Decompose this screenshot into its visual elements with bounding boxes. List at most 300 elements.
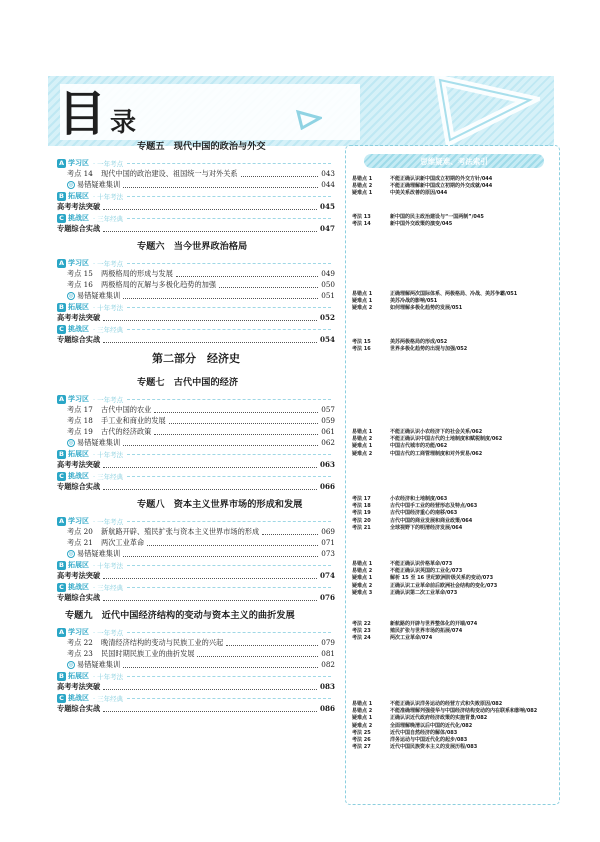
toc-point-row[interactable] <box>57 268 335 279</box>
toc-entry-text: 两次工业革命 <box>101 537 145 547</box>
zone-badge-icon: B <box>57 672 66 681</box>
zone-badge-icon: C <box>57 214 66 223</box>
toc-summary-row[interactable] <box>57 703 335 714</box>
page-number: 044 <box>321 180 335 189</box>
leader-dots <box>197 651 318 657</box>
spacer <box>57 254 335 257</box>
index-entry[interactable] <box>352 590 557 597</box>
zone-subtitle: · 一年考点 <box>93 628 124 637</box>
leader-dots <box>154 407 318 413</box>
toc-point-row[interactable] <box>57 426 335 437</box>
page-number: 062 <box>321 438 335 447</box>
zone-divider <box>127 307 331 308</box>
index-entry[interactable] <box>352 715 557 722</box>
toc-entry-text: 手工业和商业的发展 <box>101 415 166 425</box>
page-number: 069 <box>321 527 335 536</box>
toc-entry-text: 高考考法突破 <box>57 681 101 691</box>
toc-entry-text: 晚清经济结构的变动与民族工业的兴起 <box>101 637 224 647</box>
index-entry[interactable] <box>352 525 557 532</box>
index-entry-text: 正确认识工业革命前后欧洲社会结构的变化/073 <box>390 582 498 589</box>
leader-dots <box>103 595 317 601</box>
index-entry-text: 两次工业革命/074 <box>390 635 433 642</box>
zone-divider <box>127 521 331 522</box>
toc-point-row[interactable] <box>57 279 335 290</box>
page-number: 057 <box>321 405 335 414</box>
index-entry-text: 新航路的开辟与世界整体化的开端/074 <box>390 621 478 627</box>
review-icon: ◎ <box>68 181 74 188</box>
zone-badge-icon: A <box>58 159 65 167</box>
index-entry-label: 易错点 2 <box>352 183 373 190</box>
index-entry-text: 全球视野下的明清经济发展/064 <box>390 524 463 531</box>
topic-title: 专题六 当今世界政治格局 <box>137 241 248 252</box>
toc-point-label: 考点 15 <box>67 268 93 278</box>
toc-entry-text: 易错疑难集训 <box>77 290 121 300</box>
zone-name: 挑战区 <box>68 325 89 333</box>
toc-left-column <box>57 140 335 714</box>
index-entry-label: 疑难点 2 <box>352 450 373 457</box>
zone-challenge-header <box>57 693 335 703</box>
toc-methods-row[interactable] <box>57 312 335 323</box>
toc-entry-text: 古代的经济政策 <box>101 426 152 436</box>
toc-entry-text: 专题综合实战 <box>57 592 101 602</box>
index-entry-label: 疑难点 1 <box>352 190 373 197</box>
leader-dots <box>226 640 318 646</box>
leader-dots <box>169 418 319 424</box>
zone-divider <box>127 676 331 677</box>
index-block <box>352 214 557 228</box>
page-number: 073 <box>321 549 335 558</box>
index-entry-label: 考法 14 <box>352 221 371 228</box>
index-entry[interactable] <box>352 744 557 751</box>
zone-divider <box>127 632 331 633</box>
index-entry-text: 古代中国经济重心的南移/063 <box>390 510 458 517</box>
index-entry-label: 考法 27 <box>352 744 371 751</box>
zone-name: 学习区 <box>68 628 89 636</box>
zone-expand-header <box>57 302 335 312</box>
index-entry[interactable] <box>352 214 557 221</box>
zone-badge-icon: C <box>57 583 66 592</box>
zone-name: 学习区 <box>68 259 89 267</box>
page-number: 054 <box>319 335 335 344</box>
toc-review-row[interactable] <box>57 179 335 190</box>
index-entry-label: 考法 26 <box>352 737 371 744</box>
toc-point-row[interactable] <box>57 537 335 548</box>
zone-subtitle: · 一年考点 <box>93 517 124 526</box>
toc-entry-text: 高考考法突破 <box>57 312 101 322</box>
page-number: 049 <box>321 269 335 278</box>
index-entry-label: 考法 23 <box>352 628 371 635</box>
topic-title: 专题七 古代中国的经济 <box>137 377 239 388</box>
toc-entry-text: 易错疑难集训 <box>77 548 121 558</box>
leader-dots <box>103 226 317 232</box>
zone-challenge-header <box>57 213 335 223</box>
review-icon: ◎ <box>68 550 74 557</box>
index-entry-label: 考法 13 <box>352 214 371 220</box>
index-entry-label: 考法 24 <box>352 635 371 642</box>
toc-point-row[interactable] <box>57 415 335 426</box>
zone-badge-icon: A <box>58 395 65 403</box>
review-icon: ◎ <box>68 292 74 299</box>
zone-subtitle: · 一年考点 <box>93 259 124 268</box>
index-entry-text: 不能准确理解列强侵华与中国经济结构变动的内在联系和影响/082 <box>390 708 538 715</box>
toc-entry-text: 易错疑难集训 <box>77 437 121 447</box>
index-entry-label: 疑难点 1 <box>352 298 373 305</box>
zone-learn-header <box>57 394 335 404</box>
zone-name: 挑战区 <box>68 472 89 480</box>
toc-point-label: 考点 18 <box>67 415 93 425</box>
toc-entry-text: 专题综合实战 <box>57 334 101 344</box>
spacer <box>57 390 335 393</box>
index-block <box>352 176 557 198</box>
zone-divider <box>127 329 331 330</box>
index-entry-text: 中国古代的工商管理制度和对外贸易/062 <box>390 450 483 457</box>
zone-name: 拓展区 <box>68 303 89 311</box>
index-entry-text: 正确认识第二次工业革命/073 <box>390 589 458 596</box>
part-title: 第二部分 经济史 <box>152 352 240 365</box>
zone-expand-header <box>57 191 335 201</box>
index-entry-text: 不能正确认识价格革命/073 <box>390 561 453 567</box>
leader-dots <box>123 293 318 299</box>
index-entry-text: 殖民扩张与世界市场的拓展/074 <box>390 628 463 635</box>
index-entry-text: 古代中国的商业发展和商业政策/064 <box>390 517 473 524</box>
index-entry-label: 疑难点 1 <box>352 715 373 722</box>
zone-subtitle: · 十年考法 <box>93 303 124 312</box>
index-entry-text: 近代中国民族资本主义的发展历程/083 <box>390 744 478 751</box>
leader-dots <box>154 429 318 435</box>
toc-point-row[interactable] <box>57 637 335 648</box>
zone-name: 挑战区 <box>68 694 89 702</box>
leader-dots <box>123 182 318 188</box>
zone-name: 学习区 <box>68 159 89 167</box>
leader-dots <box>262 529 318 535</box>
zone-subtitle: · 十年考法 <box>93 672 124 681</box>
index-entry-text: 不能正确理解新中国成立初期的外交成就/044 <box>390 183 493 190</box>
zone-expand-header <box>57 560 335 570</box>
zone-name: 拓展区 <box>68 672 89 680</box>
leader-dots <box>241 171 319 177</box>
page-number: 076 <box>319 593 335 602</box>
zone-learn-header <box>57 516 335 526</box>
zone-expand-header <box>57 449 335 459</box>
page-number: 045 <box>319 202 335 211</box>
zone-badge-icon: C <box>57 472 66 481</box>
page-number: 066 <box>319 482 335 491</box>
zone-divider <box>127 218 331 219</box>
title-second-char: 录 <box>110 108 137 138</box>
index-entry-text: 不能正确认识中国古代的土地制度和赋税制度/062 <box>390 436 503 443</box>
index-entry-label: 疑难点 2 <box>352 582 373 589</box>
index-block <box>352 291 557 313</box>
toc-summary-row[interactable] <box>57 223 335 234</box>
index-entry-text: 中国古代城市的功能/062 <box>390 443 448 450</box>
leader-dots <box>103 573 317 579</box>
topic-title: 专题八 资本主义世界市场的形成和发展 <box>137 499 303 510</box>
page-title <box>58 80 136 140</box>
page-number: 047 <box>319 224 335 233</box>
zone-subtitle: · 三年经典 <box>93 472 124 481</box>
toc-point-row[interactable] <box>57 168 335 179</box>
toc-entry-text: 两极格局的瓦解与多极化趋势的加强 <box>101 279 217 289</box>
leader-dots <box>147 540 318 546</box>
index-entry-text: 美苏两极格局的形成/052 <box>390 339 448 345</box>
toc-entry-text: 易错疑难集训 <box>77 659 121 669</box>
index-entry-label: 易错点 1 <box>352 429 373 435</box>
index-panel-header <box>364 154 544 168</box>
index-entry-label: 考法 22 <box>352 621 371 627</box>
zone-badge-icon: B <box>57 561 66 570</box>
toc-entry-text: 现代中国的政治建设、祖国统一与对外关系 <box>101 168 238 178</box>
index-entry-label: 易错点 1 <box>352 701 373 707</box>
index-panel-title: 思维疑难、考法索引 <box>420 156 488 166</box>
index-entry[interactable] <box>352 190 557 197</box>
index-entry[interactable] <box>352 346 557 353</box>
index-entry-label: 易错点 2 <box>352 708 373 715</box>
page-number: 079 <box>321 638 335 647</box>
zone-divider <box>127 565 331 566</box>
spacer <box>57 512 335 515</box>
index-entry[interactable] <box>352 730 557 737</box>
index-entry-text: 古代中国手工业的经营形态及特点/063 <box>390 503 478 510</box>
zone-badge-icon: B <box>57 192 66 201</box>
index-entry[interactable] <box>352 183 557 190</box>
spacer <box>57 154 335 157</box>
leader-dots <box>123 662 318 668</box>
index-entry[interactable] <box>352 305 557 312</box>
leader-dots <box>103 204 317 210</box>
index-entry-text: 中美关系改善的原因/044 <box>390 190 448 197</box>
triangle-decoration-icon <box>430 70 540 150</box>
page-number: 081 <box>321 649 335 658</box>
zone-learn-header <box>57 258 335 268</box>
toc-methods-row[interactable] <box>57 570 335 581</box>
leader-dots <box>103 484 317 490</box>
toc-summary-row[interactable] <box>57 334 335 345</box>
index-entry[interactable] <box>352 583 557 590</box>
index-entry[interactable] <box>352 510 557 517</box>
zone-divider <box>127 263 331 264</box>
toc-review-row[interactable] <box>57 437 335 448</box>
toc-summary-row[interactable] <box>57 481 335 492</box>
toc-entry-text: 专题综合实战 <box>57 223 101 233</box>
toc-point-label: 考点 16 <box>67 279 93 289</box>
zone-badge-icon: A <box>58 628 65 636</box>
index-entry-label: 考法 15 <box>352 339 371 345</box>
leader-dots <box>103 315 317 321</box>
zone-divider <box>127 399 331 400</box>
page-number: 051 <box>321 291 335 300</box>
zone-name: 拓展区 <box>68 561 89 569</box>
index-block <box>352 561 557 597</box>
index-entry-label: 疑难点 1 <box>352 575 373 582</box>
index-entry[interactable] <box>352 575 557 582</box>
toc-entry-text: 专题综合实战 <box>57 481 101 491</box>
leader-dots <box>103 462 317 468</box>
leader-dots <box>103 337 317 343</box>
toc-entry-text: 两极格局的形成与发展 <box>101 268 173 278</box>
index-block <box>352 496 557 532</box>
index-entry-text: 正确理解两次国际体系、两极格局、冷战、美苏争霸/051 <box>390 291 518 297</box>
index-entry[interactable] <box>352 723 557 730</box>
toc-entry-text: 高考考法突破 <box>57 459 101 469</box>
zone-name: 拓展区 <box>68 192 89 200</box>
toc-review-row[interactable] <box>57 548 335 559</box>
index-entry-label: 疑难点 3 <box>352 589 373 596</box>
index-block <box>352 701 557 751</box>
index-entry-label: 考法 25 <box>352 729 371 736</box>
zone-badge-icon: A <box>58 517 65 525</box>
index-entry-text: 解析 15 至 16 世纪欧洲阶级关系的变动/073 <box>390 575 494 582</box>
page-number: 043 <box>321 169 335 178</box>
toc-point-row[interactable] <box>57 526 335 537</box>
index-entry-label: 考法 20 <box>352 517 371 524</box>
small-triangle-icon <box>296 108 322 130</box>
zone-learn-header <box>57 627 335 637</box>
review-icon: ◎ <box>68 439 74 446</box>
toc-summary-row[interactable] <box>57 592 335 603</box>
zone-name: 挑战区 <box>68 214 89 222</box>
zone-subtitle: · 三年经典 <box>93 325 124 334</box>
toc-point-label: 考点 19 <box>67 426 93 436</box>
index-entry-label: 疑难点 2 <box>352 722 373 729</box>
index-entry-label: 考法 19 <box>352 510 371 517</box>
zone-challenge-header <box>57 471 335 481</box>
review-icon: ◎ <box>68 661 74 668</box>
leader-dots <box>123 440 318 446</box>
toc-entry-text: 新航路开辟、殖民扩张与资本主义世界市场的形成 <box>101 526 260 536</box>
zone-subtitle: · 十年考法 <box>93 450 124 459</box>
index-entry-label: 考法 18 <box>352 503 371 510</box>
toc-point-label: 考点 14 <box>67 168 93 178</box>
zone-divider <box>127 476 331 477</box>
index-entry-text: 不能正确认识新中国成立初期的外交方针/044 <box>390 176 493 182</box>
zone-name: 学习区 <box>68 395 89 403</box>
page-number: 061 <box>321 427 335 436</box>
index-entry-text: 洋务运动与中国近代化的起步/083 <box>390 737 468 744</box>
toc-entry-text: 古代中国的农业 <box>101 404 152 414</box>
zone-divider <box>127 698 331 699</box>
zone-name: 挑战区 <box>68 583 89 591</box>
zone-subtitle: · 三年经典 <box>93 214 124 223</box>
index-entry-text: 不能正确认识洋务运动的经营方式和失败原因/082 <box>390 701 503 707</box>
toc-entry-text: 专题综合实战 <box>57 703 101 713</box>
index-entry[interactable] <box>352 518 557 525</box>
index-entry-text: 全面理解晚清以后中国的近代化/082 <box>390 722 473 729</box>
toc-methods-row[interactable] <box>57 201 335 212</box>
toc-entry-text: 高考考法突破 <box>57 570 101 580</box>
page-number: 071 <box>321 538 335 547</box>
toc-point-label: 考点 23 <box>67 648 93 658</box>
index-entry-label: 易错点 1 <box>352 176 373 182</box>
page-number: 086 <box>319 704 335 713</box>
index-entry[interactable] <box>352 451 557 458</box>
toc-entry-text: 民国时期民族工业的曲折发展 <box>101 648 195 658</box>
title-main-char: 目 <box>58 86 107 142</box>
leader-dots <box>103 684 317 690</box>
index-block <box>352 621 557 643</box>
zone-name: 学习区 <box>68 517 89 525</box>
index-entry-text: 如何理解多极化趋势的发展/051 <box>390 305 463 312</box>
page-number: 074 <box>319 571 335 580</box>
zone-badge-icon: C <box>57 325 66 334</box>
leader-dots <box>123 551 318 557</box>
toc-entry-text: 高考考法突破 <box>57 201 101 211</box>
zone-divider <box>127 454 331 455</box>
index-entry[interactable] <box>352 635 557 642</box>
toc-review-row[interactable] <box>57 659 335 670</box>
index-entry-label: 疑难点 1 <box>352 443 373 450</box>
toc-point-label: 考点 20 <box>67 526 93 536</box>
zone-badge-icon: B <box>57 303 66 312</box>
index-entry-label: 易错点 2 <box>352 436 373 443</box>
leader-dots <box>219 282 318 288</box>
toc-point-row[interactable] <box>57 648 335 659</box>
zone-subtitle: · 三年经典 <box>93 583 124 592</box>
toc-entry-text: 易错疑难集训 <box>77 179 121 189</box>
page-number: 082 <box>321 660 335 669</box>
topic-title: 专题九 近代中国经济结构的变动与资本主义的曲折发展 <box>65 610 295 621</box>
index-panel <box>345 145 560 805</box>
topic-title: 专题五 现代中国的政治与外交 <box>137 141 266 152</box>
leader-dots <box>103 706 317 712</box>
spacer <box>57 623 335 626</box>
index-entry-text: 新中国的民主政治建设与“一国两制”/045 <box>390 214 484 220</box>
zone-subtitle: · 一年考点 <box>93 395 124 404</box>
zone-subtitle: · 一年考点 <box>93 159 124 168</box>
page-number: 059 <box>321 416 335 425</box>
zone-badge-icon: B <box>57 450 66 459</box>
toc-methods-row[interactable] <box>57 681 335 692</box>
toc-review-row[interactable] <box>57 290 335 301</box>
index-entry-text: 正确认识近代政府经济政策的实施背景/082 <box>390 715 488 722</box>
index-entry-label: 考法 16 <box>352 346 371 353</box>
index-entry[interactable] <box>352 443 557 450</box>
index-entry[interactable] <box>352 628 557 635</box>
toc-point-label: 考点 22 <box>67 637 93 647</box>
index-entry[interactable] <box>352 221 557 228</box>
zone-learn-header <box>57 158 335 168</box>
index-entry-text: 世界多极化趋势的出现与加强/052 <box>390 346 468 353</box>
index-entry-label: 考法 17 <box>352 496 371 502</box>
zone-challenge-header <box>57 324 335 334</box>
index-entry-label: 考法 21 <box>352 524 371 531</box>
index-entry-text: 美苏冷战的影响/051 <box>390 298 438 305</box>
page-number: 083 <box>319 682 335 691</box>
page-number: 052 <box>319 313 335 322</box>
index-entry-label: 易错点 1 <box>352 561 373 567</box>
index-entry-label: 易错点 2 <box>352 568 373 575</box>
index-block <box>352 429 557 458</box>
zone-name: 拓展区 <box>68 450 89 458</box>
index-entry-label: 疑难点 2 <box>352 305 373 312</box>
index-entry-label: 易错点 1 <box>352 291 373 297</box>
zone-badge-icon: A <box>58 259 65 267</box>
index-entry[interactable] <box>352 436 557 443</box>
index-block <box>352 339 557 353</box>
zone-subtitle: · 十年考法 <box>93 192 124 201</box>
index-entry-text: 新中国外交政策的演变/045 <box>390 221 453 228</box>
zone-divider <box>127 196 331 197</box>
zone-expand-header <box>57 671 335 681</box>
index-entry-text: 小农经济和土地制度/063 <box>390 496 448 502</box>
index-entry-text: 近代中国自然经济的解体/083 <box>390 729 458 736</box>
index-entry-text: 不能正确认识小农经济下的社会关系/062 <box>390 429 483 435</box>
toc-point-label: 考点 21 <box>67 537 93 547</box>
index-entry[interactable] <box>352 291 557 298</box>
page-number: 050 <box>321 280 335 289</box>
leader-dots <box>176 271 318 277</box>
toc-methods-row[interactable] <box>57 459 335 470</box>
toc-point-row[interactable] <box>57 404 335 415</box>
